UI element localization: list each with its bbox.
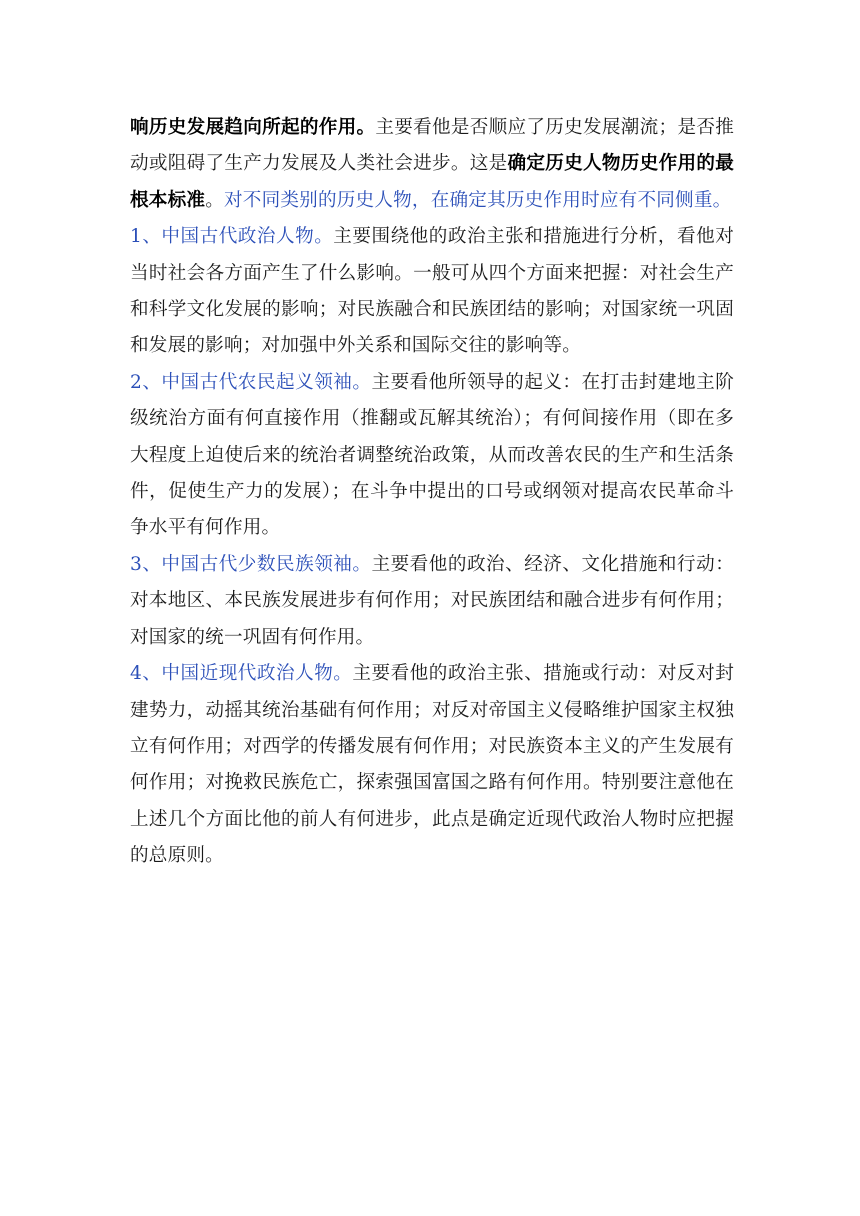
section-body: 主要看他所领导的起义：在打击封建地主阶级统治方面有何直接作用（推翻或瓦解其统治）；有何间接作用（即在多大程度上迫使后来的统治者调整统治政策，从而改善农民的生产和生活条件，促使生产力的发展）；在斗争中提出的口号或纲领对提高农民革命斗争水平有何作用。	[130, 371, 734, 539]
document-page	[130, 110, 734, 875]
intro-bold-lead: 响历史发展趋向所起的作用。	[130, 117, 376, 138]
intro-blue-note: 对不同类别的历史人物，在确定其历史作用时应有不同侧重。	[223, 189, 732, 211]
intro-paragraph	[130, 110, 734, 219]
section-heading: 3、中国古代少数民族领袖。	[130, 553, 372, 575]
section-heading: 2、中国古代农民起义领袖。	[130, 371, 372, 393]
intro-text: 主要看他是否顺应了历史发展潮流；是否推动或阻碍了生产力发展及人类社会进步。这是	[130, 117, 734, 175]
section-paragraph	[130, 219, 734, 365]
intro-period: 。	[205, 189, 224, 211]
section-paragraph	[130, 656, 734, 874]
section-heading: 1、中国古代政治人物。	[130, 226, 334, 248]
section-paragraph	[130, 365, 734, 547]
section-paragraph	[130, 547, 734, 656]
section-body: 主要围绕他的政治主张和措施进行分析，看他对当时社会各方面产生了什么影响。一般可从四个方面来把握：对社会生产和科学文化发展的影响；对民族融合和民族团结的影响；对国家统一巩固和发展的影响；对加强中外关系和国际交往的影响等。	[130, 226, 735, 357]
section-body: 主要看他的政治主张、措施或行动：对反对封建势力，动摇其统治基础有何作用；对反对帝国主义侵略维护国家主权独立有何作用；对西学的传播发展有何作用；对民族资本主义的产生发展有何作用；对挽救民族危亡，探索强国富国之路有何作用。特别要注意他在上述几个方面比他的前人有何进步，此点是确定近现代政治人物时应把握的总原则。	[130, 663, 734, 867]
section-heading: 4、中国近现代政治人物。	[130, 663, 353, 685]
intro-bold-standard: 确定历史人物历史作用的最根本标准	[130, 153, 734, 211]
section-body: 主要看他的政治、经济、文化措施和行动：对本地区、本民族发展进步有何作用；对民族团结和融合进步有何作用；对国家的统一巩固有何作用。	[130, 553, 734, 648]
